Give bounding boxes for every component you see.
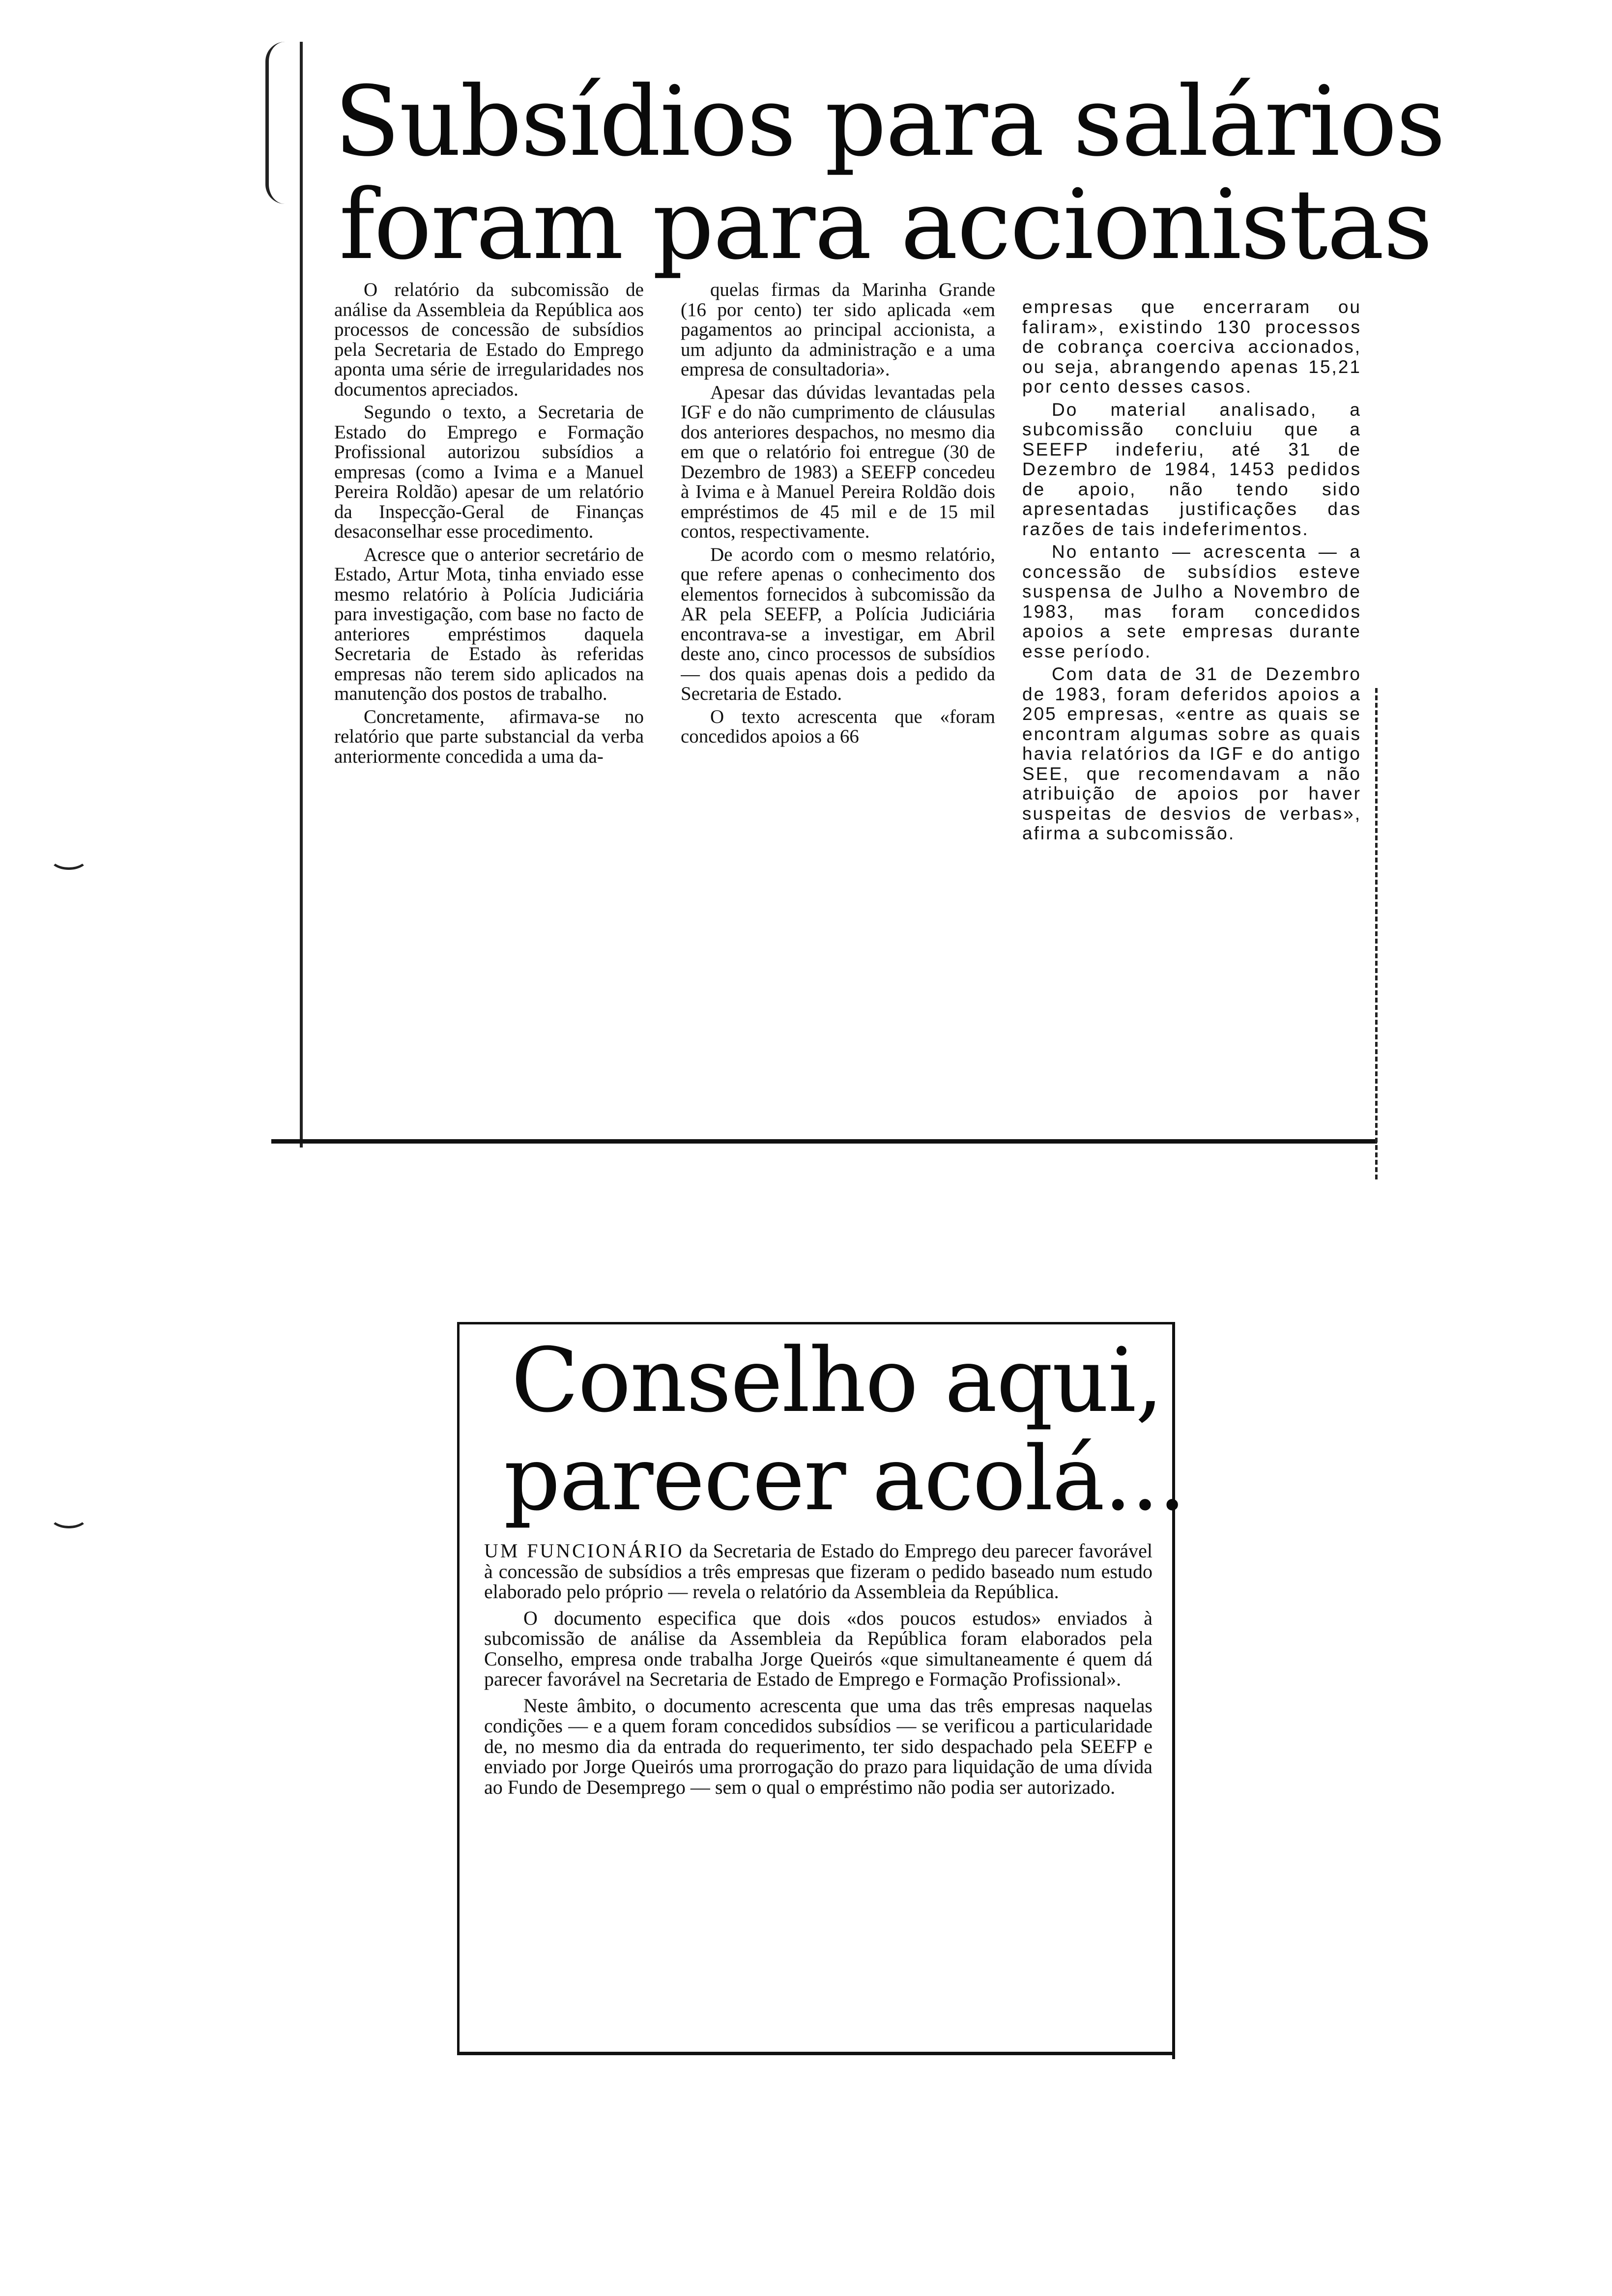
hole-punch-mark (49, 845, 88, 870)
article2-top-rule (457, 1322, 1175, 1324)
paragraph-text: da Secretaria de Estado do Emprego deu parecer favorável à concessão de subsídios a três empresas que fizeram o pedido baseado num estudo elaborado pelo próprio — revela o relatório da Assembleia da República. (484, 1540, 1152, 1603)
article1-right-border (1375, 688, 1378, 1179)
paragraph: Segundo o texto, a Secretaria de Estado do Emprego e Formação Profissional autorizou subsídios a empresas (como a Ivima e a Manuel Pereira Roldão) apesar de um relatório da Inspecção-Geral de Finanças desaconselhar esse procedimento. (334, 402, 644, 542)
article2-headline-line1: Conselho aqui, (511, 1329, 1163, 1432)
paragraph: Apesar das dúvidas levantadas pela IGF e do não cumprimento de cláusulas dos anteriores despachos, no mesmo dia em que o relatório foi entregue (30 de Dezembro de 1983) a SEEFP concedeu à Ivima e à Manuel Pereira Roldão dois empréstimos de 45 mil e de 15 mil contos, respectivamente. (681, 381, 995, 542)
paragraph: De acordo com o mesmo relatório, que refere apenas o conhecimento dos elementos fornecidos à subcomissão da AR pela SEEFP, a Polícia Judiciária encontrava-se a investigar, em Abril deste ano, cinco processos de subsídios — dos quais apenas dois a pedido da Secretaria de Estado. (681, 544, 995, 704)
article2-left-rule (457, 1322, 460, 2054)
paragraph: O texto acrescenta que «foram concedidos apoios a 66 (681, 706, 995, 747)
lead-caps: UM FUNCIONÁRIO (484, 1540, 684, 1562)
article1-bottom-rule (271, 1139, 1377, 1144)
paragraph: O documento especifica que dois «dos poucos estudos» enviados à subcomissão de análise da Assembleia da República foram elaborados pela Conselho, empresa onde trabalha Jorge Queirós «que simultaneamente é quem dá parecer favorável na Secretaria de Estado de Emprego e Formação Profissional». (484, 1607, 1152, 1690)
paragraph: O relatório da subcomissão de análise da Assembleia da República aos processos de concessão de subsídios pela Secretaria de Estado do Emprego aponta uma série de irregularidades nos documentos apreciados. (334, 280, 644, 400)
paragraph: Com data de 31 de Dezembro de 1983, foram deferidos apoios a 205 empresas, «entre as quais se encontram algumas sobre as quais havia relatórios da IGF e do antigo SEE, que recomendavam a não atribuição de apoios por haver suspeitas de desvios de verbas», afirma a subcomissão. (1022, 664, 1361, 843)
paragraph: Concretamente, afirmava-se no relatório que parte substancial da verba anteriormente concedida a uma da- (334, 706, 644, 767)
paragraph: quelas firmas da Marinha Grande (16 por cento) ter sido aplicada «em pagamentos ao principal accionista, a um adjunto da administração e a uma empresa de consultadoria». (681, 280, 995, 380)
article1-column-3 (1022, 297, 1361, 1152)
paragraph: empresas que encerraram ou faliram», existindo 130 processos de cobrança coerciva accionados, ou seja, abrangendo apenas 15,21 por cento desses casos. (1022, 297, 1361, 397)
paragraph: Do material analisado, a subcomissão concluiu que a SEEFP indeferiu, até 31 de Dezembro de 1984, 1453 pedidos de apoio, não tendo sido apresentadas justificações das razões de tais indeferimentos. (1022, 399, 1361, 539)
hole-punch-mark (49, 1504, 88, 1528)
paragraph: No entanto — acrescenta — a concessão de subsídios esteve suspensa de Julho a Novembro de 1983, mas foram concedidos apoios a sete empresas durante esse período. (1022, 542, 1361, 661)
article2-headline-line2: parecer acolá... (504, 1428, 1185, 1530)
margin-line-mark (300, 42, 303, 1148)
paragraph (484, 1541, 1152, 1602)
article1-headline-line2: foram para accionistas (339, 169, 1432, 281)
margin-bracket-mark (265, 42, 288, 204)
article1-headline-line1: Subsídios para salários (334, 66, 1445, 178)
article1-column-1 (334, 280, 644, 1145)
article2-body (484, 1541, 1152, 1797)
paragraph: Neste âmbito, o documento acrescenta que uma das três empresas naquelas condições — e a quem foram concedidos subsídios — se verificou a particularidade de, no mesmo dia da entrada do requerimento, ter sido despachado pela SEEFP e enviado por Jorge Queirós uma prorrogação do prazo para liquidação de uma dívida ao Fundo de Desemprego — sem o qual o empréstimo não podia ser autorizado. (484, 1694, 1152, 1798)
paragraph: Acresce que o anterior secretário de Estado, Artur Mota, tinha enviado esse mesmo relatório à Polícia Judiciária para investigação, com base no facto de anteriores empréstimos daquela Secretaria de Estado às referidas empresas não terem sido aplicados na manutenção dos postos de trabalho. (334, 544, 644, 704)
article1-column-2 (681, 280, 995, 1145)
article2-bottom-rule (457, 2052, 1175, 2055)
